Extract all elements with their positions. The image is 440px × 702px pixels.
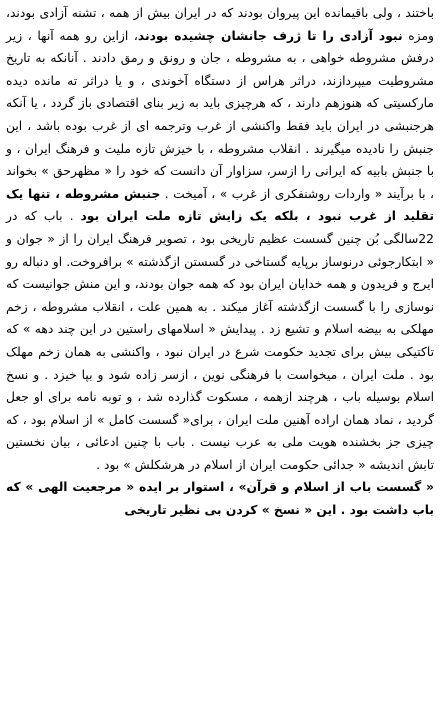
text-run: باختند ، ولی باقیمانده این پیروان بودند که در ایران بیش از همه ، تشنه آزادی بودند، ومزه xyxy=(6,6,434,43)
text-run: ، ازاین رو همه آنها ، زیر درفش مشروطه خواهی ، به مشروطه ، جان و رونق و رمق دادند . آنانکه به تاریخ مشروطیت میپردازند، دراثر هراس از دستگاه آخوندی ، و یا دراثر ته مانده دیده مارکسیتی که هنوزهم دارند ، که هرچیزی باید به زیر بنای اقتصادی باز گردد ، یا آنکه هرجنبشی در ایران باید فقط واکنشی از غرب وترجمه ای از غرب بوده باشد ، این جنبش را نادیده میگیرند . انقلاب مشروطه ، با خیزش تازه ملیت و فرهنگ ایران ، و با جنبش بابیه که ایرانی را ازسر، سزاوار آن دانست که خود را « مظهرحق » بخواند ، با برآیند « واردات روشنفکری از غرب » ، آمیخت . xyxy=(6,28,434,201)
bold-text-run: جنبش مشروطه ، تنها یک تقلید از غرب نبود ، بلکه یک زایش تازه ملت ایران بود xyxy=(6,186,434,224)
bold-text-run: « گسست باب از اسلام و قرآن» ، استوار بر ایده « مرجعیت الهی » که باب داشت بود . این « نسخ » کردن بی نظیر تاریخی xyxy=(6,480,434,518)
bold-text-run: نبود آزادی را تا ژرف جانشان چشیده بودند xyxy=(137,28,403,43)
persian-body-text xyxy=(6,2,434,522)
text-run: . باب که در 22سالگی بُن چنین گسست عظیم تاریخی بود ، تصویر فرهنگ ایران را از « جوان و « ابتکارجوئی درنوساز برپایه گستاخی در گسستن ازگذشته » برافروخت. او دنباله رو ایرج و فریدون و همه خدایان ایران بود که همه جوان بودند، و این منش جوانیست که نوسازی را با گسست ازگذشته آغاز میکند . به همین علت ، انقلاب مشروطه ، زخم مهلکی به بیضه اسلام و تشیع زد . پیدایش « اسلامهای راستین در این چند دهه » که تاکتیکی بیش برای تجدید حکومت شرع در ایران نبود ، واکنشی به همان زخم مهلک بود . ملت ایران ، میخواست با فرهنگی نوین ، ازسر زاده شود و بپا خیزد . و نسخ اسلام بوسیله باب ، هرچند ازهمه ، مسکوت گذارده شد ، و توبه نامه برای او جعل گردید ، نماد همان اراده آهنین ملت ایران ، برای« گسست کامل » از اسلام بود ، که چیزی جز بخشنده هویت ملی به عرب نیست . باب با چنین ادعائی ، بیان نخستین تابش اندیشه « جدائی حکومت ایران از اسلام در هرشکلش » بود . xyxy=(6,209,434,472)
